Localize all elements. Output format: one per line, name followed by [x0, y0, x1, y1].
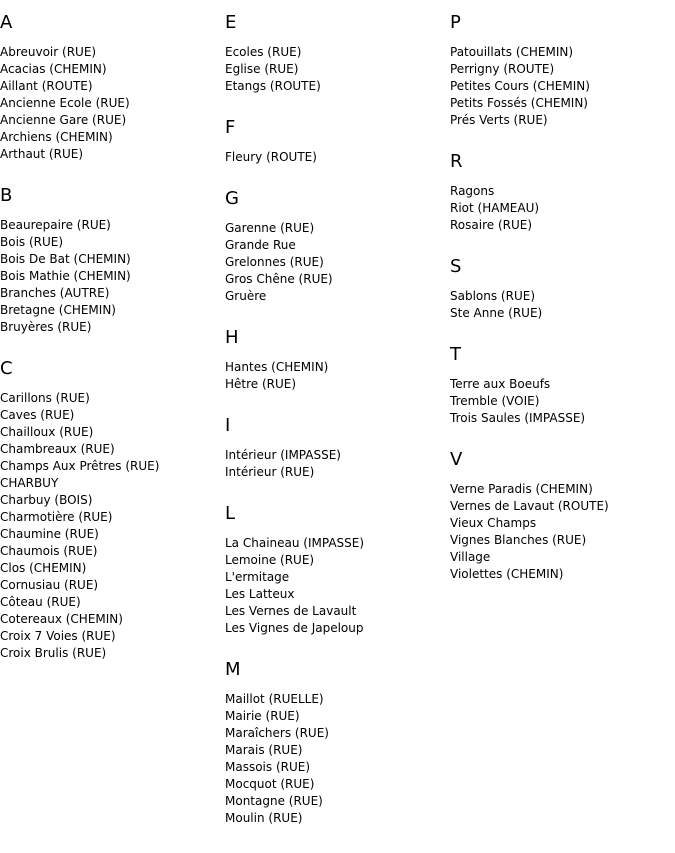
street-list-item: Massois (RUE): [225, 760, 311, 774]
street-list-item: Ecoles (RUE): [225, 45, 302, 59]
street-list-item: Violettes (CHEMIN): [450, 567, 564, 581]
street-list-item: Vernes de Lavaut (ROUTE): [450, 499, 609, 513]
street-list-item: Clos (CHEMIN): [0, 561, 87, 575]
letter-section: [0, 186, 222, 336]
street-list: [225, 220, 447, 305]
street-list-item: Grelonnes (RUE): [225, 255, 324, 269]
street-list-item: Branches (AUTRE): [0, 286, 110, 300]
street-list: [225, 535, 447, 637]
street-list: [450, 288, 672, 322]
street-list-item: Vieux Champs: [450, 516, 537, 530]
letter-section: [225, 118, 447, 166]
section-letter-heading: V: [450, 449, 463, 470]
street-list: [225, 447, 447, 481]
street-list-item: Gruère: [225, 289, 267, 303]
street-index-column-3: [450, 0, 672, 583]
street-list-item: Mairie (RUE): [225, 709, 300, 723]
street-list-item: Les Vernes de Lavault: [225, 604, 357, 618]
street-list-item: Marais (RUE): [225, 743, 303, 757]
letter-section: [450, 152, 672, 234]
section-letter-heading: F: [225, 117, 236, 138]
street-list-item: Acacias (CHEMIN): [0, 62, 107, 76]
street-list-item: Aillant (ROUTE): [0, 79, 93, 93]
street-list-item: Grande Rue: [225, 238, 296, 252]
street-list-item: Perrigny (ROUTE): [450, 62, 555, 76]
street-list-item: Tremble (VOIE): [450, 394, 540, 408]
street-list: [225, 691, 447, 827]
letter-section: [225, 13, 447, 95]
street-list-item: Carillons (RUE): [0, 391, 90, 405]
street-list-item: Mocquot (RUE): [225, 777, 315, 791]
street-list-item: Trois Saules (IMPASSE): [450, 411, 586, 425]
street-list: [0, 44, 222, 163]
street-list-item: Abreuvoir (RUE): [0, 45, 97, 59]
street-list-item: Verne Paradis (CHEMIN): [450, 482, 593, 496]
street-list-item: Croix Brulis (RUE): [0, 646, 107, 660]
section-letter-heading: R: [450, 151, 463, 172]
street-list-item: Lemoine (RUE): [225, 553, 315, 567]
street-list-item: Cotereaux (CHEMIN): [0, 612, 123, 626]
street-list-item: Terre aux Boeufs: [450, 377, 551, 391]
letter-section: [450, 450, 672, 583]
section-letter-heading: H: [225, 327, 239, 348]
street-list-item: Petites Cours (CHEMIN): [450, 79, 590, 93]
section-letter-heading: I: [225, 415, 231, 436]
street-list: [450, 376, 672, 427]
street-list-item: Fleury (ROUTE): [225, 150, 317, 164]
street-list-item: Petits Fossés (CHEMIN): [450, 96, 588, 110]
street-list: [0, 217, 222, 336]
street-list-item: Charbuy (BOIS): [0, 493, 93, 507]
street-list-item: Maillot (RUELLE): [225, 692, 324, 706]
letter-section: [225, 504, 447, 637]
street-list-item: Garenne (RUE): [225, 221, 315, 235]
street-list-item: Hêtre (RUE): [225, 377, 297, 391]
street-list-item: Gros Chêne (RUE): [225, 272, 333, 286]
street-list-item: Intérieur (RUE): [225, 465, 315, 479]
street-list-item: Charmotière (RUE): [0, 510, 113, 524]
street-list: [450, 481, 672, 583]
street-list-item: Bois (RUE): [0, 235, 64, 249]
letter-section: [225, 416, 447, 481]
street-list-item: Beaurepaire (RUE): [0, 218, 111, 232]
street-list: [225, 149, 447, 166]
street-list-item: Ragons: [450, 184, 495, 198]
letter-section: [450, 345, 672, 427]
street-list-item: Bruyères (RUE): [0, 320, 92, 334]
street-list-item: Moulin (RUE): [225, 811, 303, 825]
street-list-item: Hantes (CHEMIN): [225, 360, 329, 374]
street-list-item: Arthaut (RUE): [0, 147, 83, 161]
section-letter-heading: A: [0, 12, 13, 33]
section-letter-heading: S: [450, 256, 462, 277]
street-list-item: Chambreaux (RUE): [0, 442, 115, 456]
street-list-item: Bois Mathie (CHEMIN): [0, 269, 131, 283]
street-list-item: Caves (RUE): [0, 408, 75, 422]
letter-section: [450, 13, 672, 129]
street-list-item: Chaumine (RUE): [0, 527, 99, 541]
letter-section: [0, 13, 222, 163]
street-list: [225, 359, 447, 393]
street-list-item: Ancienne Gare (RUE): [0, 113, 127, 127]
street-list-item: Côteau (RUE): [0, 595, 81, 609]
street-list-item: Riot (HAMEAU): [450, 201, 540, 215]
street-list-item: Archiens (CHEMIN): [0, 130, 113, 144]
street-list-item: Chailloux (RUE): [0, 425, 94, 439]
street-list-item: Cornusiau (RUE): [0, 578, 99, 592]
street-list: [450, 183, 672, 234]
letter-section: [450, 257, 672, 322]
section-letter-heading: P: [450, 12, 461, 33]
street-list-item: Ancienne Ecole (RUE): [0, 96, 130, 110]
street-list-item: Champs Aux Prêtres (RUE): [0, 459, 160, 473]
section-letter-heading: M: [225, 659, 241, 680]
letter-section: [0, 359, 222, 662]
street-list-item: Maraîchers (RUE): [225, 726, 329, 740]
street-list-item: Les Latteux: [225, 587, 295, 601]
section-letter-heading: T: [450, 344, 461, 365]
street-list: [225, 44, 447, 95]
section-letter-heading: L: [225, 503, 236, 524]
letter-section: [225, 189, 447, 305]
street-list-item: Rosaire (RUE): [450, 218, 533, 232]
street-list-item: Les Vignes de Japeloup: [225, 621, 364, 635]
street-list: [0, 390, 222, 662]
street-list-item: Chaumois (RUE): [0, 544, 98, 558]
street-list: [450, 44, 672, 129]
section-letter-heading: C: [0, 358, 13, 379]
street-list-item: Prés Verts (RUE): [450, 113, 548, 127]
street-list-item: Vignes Blanches (RUE): [450, 533, 587, 547]
section-letter-heading: B: [0, 185, 13, 206]
street-list-item: L'ermitage: [225, 570, 290, 584]
street-list-item: Etangs (ROUTE): [225, 79, 321, 93]
street-list-item: Patouillats (CHEMIN): [450, 45, 574, 59]
section-letter-heading: E: [225, 12, 237, 33]
street-index-column-1: [0, 0, 222, 662]
street-list-item: Bretagne (CHEMIN): [0, 303, 116, 317]
street-list-item: CHARBUY: [0, 476, 59, 490]
street-list-item: La Chaineau (IMPASSE): [225, 536, 365, 550]
letter-section: [225, 328, 447, 393]
street-list-item: Sablons (RUE): [450, 289, 536, 303]
street-list-item: Croix 7 Voies (RUE): [0, 629, 116, 643]
section-letter-heading: G: [225, 188, 239, 209]
street-list-item: Ste Anne (RUE): [450, 306, 543, 320]
street-list-item: Bois De Bat (CHEMIN): [0, 252, 131, 266]
street-index-column-2: [225, 0, 447, 827]
letter-section: [225, 660, 447, 827]
street-list-item: Village: [450, 550, 491, 564]
street-list-item: Montagne (RUE): [225, 794, 323, 808]
street-list-item: Intérieur (IMPASSE): [225, 448, 341, 462]
street-list-item: Eglise (RUE): [225, 62, 299, 76]
